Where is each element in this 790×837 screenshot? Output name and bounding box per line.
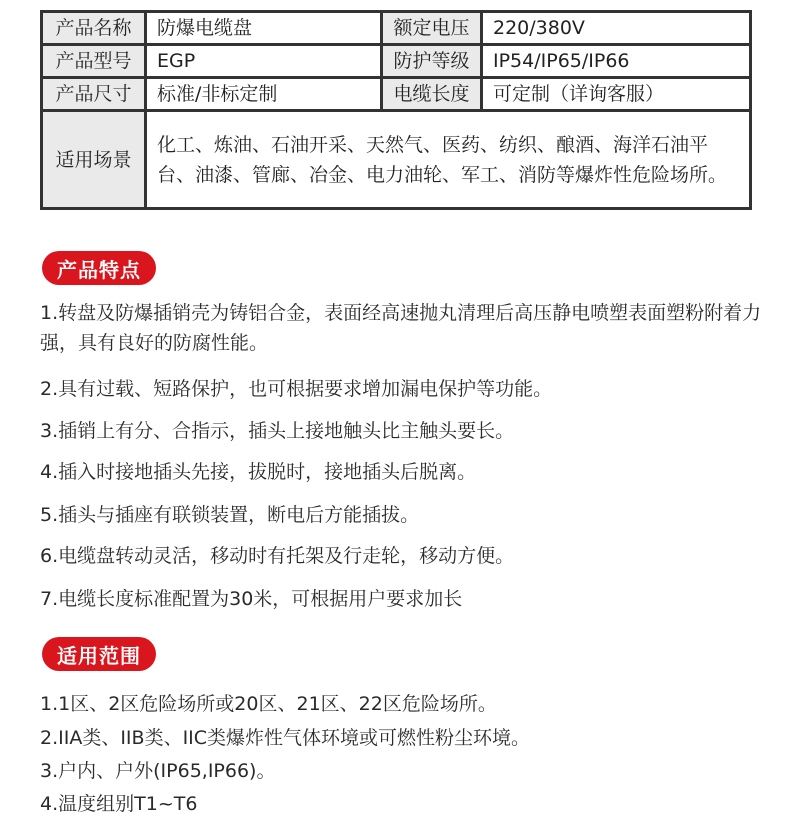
spec-label-model: 产品型号 [42, 45, 146, 78]
spec-label-product-name: 产品名称 [42, 12, 146, 45]
spec-label-cable-length: 电缆长度 [382, 78, 482, 111]
spec-row [42, 78, 751, 111]
feature-item: 6.电缆盘转动灵活，移动时有托架及行走轮，移动方便。 [40, 545, 515, 567]
feature-item: 7.电缆长度标准配置为30米，可根据用户要求加长 [40, 588, 463, 610]
spec-value-scene: 化工、炼油、石油开采、天然气、医药、纺织、酿酒、海洋石油平台、油漆、管廊、冶金、电力油轮、军工、消防等爆炸性危险场所。 [146, 111, 751, 209]
scope-item: 3.户内、户外(IP65,IP66)。 [40, 760, 276, 782]
feature-item: 5.插头与插座有联锁装置，断电后方能插拔。 [40, 504, 420, 526]
spec-label-scene: 适用场景 [42, 111, 146, 209]
feature-item: 4.插入时接地插头先接，拔脱时，接地插头后脱离。 [40, 461, 477, 483]
scope-item: 2.IIA类、IIB类、IIC类爆炸性气体环境或可燃性粉尘环境。 [40, 727, 531, 749]
spec-label-size: 产品尺寸 [42, 78, 146, 111]
spec-row [42, 12, 751, 45]
spec-table [40, 10, 752, 210]
scope-section-title: 适用范围 [42, 637, 156, 671]
spec-value-rated-voltage: 220/380V [482, 12, 751, 45]
spec-value-cable-length: 可定制（详询客服） [482, 78, 751, 111]
feature-item: 1.转盘及防爆插销壳为铸铝合金，表面经高速抛丸清理后高压静电喷塑表面塑粉附着力强，具有良好的防腐性能。 [40, 302, 762, 354]
spec-value-size: 标准/非标定制 [146, 78, 382, 111]
spec-label-rated-voltage: 额定电压 [382, 12, 482, 45]
spec-value-model: EGP [146, 45, 382, 78]
spec-value-product-name: 防爆电缆盘 [146, 12, 382, 45]
feature-item: 3.插销上有分、合指示，插头上接地触头比主触头要长。 [40, 420, 515, 442]
scope-item: 4.温度组别T1~T6 [40, 793, 198, 815]
spec-label-protection-level: 防护等级 [382, 45, 482, 78]
spec-row-scene [42, 111, 751, 209]
spec-value-protection-level: IP54/IP65/IP66 [482, 45, 751, 78]
scope-item: 1.1区、2区危险场所或20区、21区、22区危险场所。 [40, 693, 497, 715]
features-section-title: 产品特点 [42, 251, 156, 285]
feature-item: 2.具有过载、短路保护，也可根据要求增加漏电保护等功能。 [40, 378, 553, 400]
spec-row [42, 45, 751, 78]
